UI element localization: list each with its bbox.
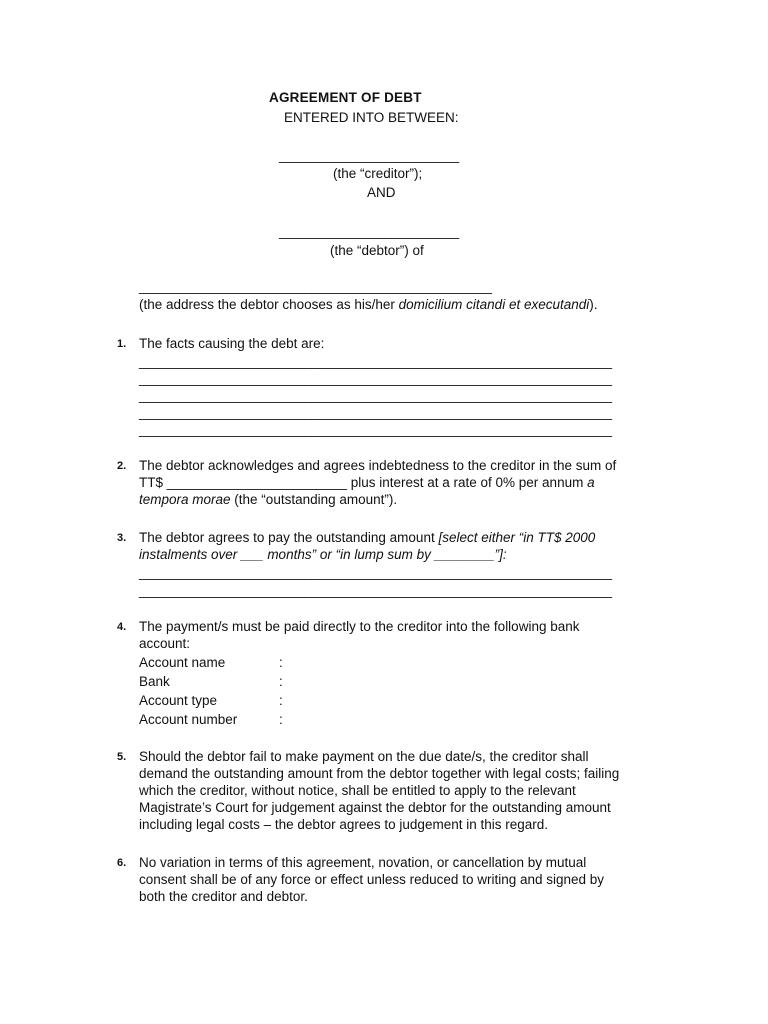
clause-number: 4. (117, 621, 127, 633)
creditor-label: (the “creditor”); (333, 166, 423, 181)
clause-1-blank-line: _______________________________________________________________ (139, 405, 613, 420)
clause-3-blank-line: _______________________________________________________________ (139, 583, 613, 598)
clause-number: 5. (117, 751, 127, 763)
field-separator: : (279, 712, 283, 727)
field-separator: : (279, 674, 283, 689)
clause-4-line: The payment/s must be paid directly to the creditor into the following bank (139, 619, 580, 634)
clause-6-line: both the creditor and debtor. (139, 889, 308, 904)
clause-1-text: The facts causing the debt are: (139, 336, 325, 351)
clause-5-line: including legal costs – the debtor agrees to judgement in this regard. (139, 817, 549, 832)
clause-5-line: Should the debtor fail to make payment on the due date/s, the creditor shall (139, 749, 589, 764)
address-note: (the address the debtor chooses as his/her domicilium citandi et executandi). (139, 297, 598, 312)
account-name-label: Account name (139, 655, 226, 670)
document-subtitle: ENTERED INTO BETWEEN: (284, 110, 459, 125)
clause-5-line: which the creditor, without notice, shall be entitled to apply to the relevant (139, 783, 576, 798)
address-blank: _______________________________________________ (139, 279, 492, 294)
clause-2-line: The debtor acknowledges and agrees indebtedness to the creditor in the sum of (139, 458, 617, 473)
clause-1-blank-line: _______________________________________________________________ (139, 422, 613, 437)
debtor-name-blank: ________________________ (279, 224, 460, 239)
clause-1-blank-line: _______________________________________________________________ (139, 388, 613, 403)
clause-3-blank-line: _______________________________________________________________ (139, 565, 613, 580)
field-separator: : (279, 655, 283, 670)
clause-2-line: tempora morae (the “outstanding amount”). (139, 492, 398, 507)
clause-6-line: consent shall be of any force or effect unless reduced to writing and signed by (139, 872, 605, 887)
and-separator: AND (367, 185, 396, 200)
clause-3-line: The debtor agrees to pay the outstanding amount [select either “in TT$ 2000 (139, 530, 596, 545)
clause-number: 6. (117, 857, 127, 869)
debtor-label: (the “debtor”) of (330, 243, 424, 258)
clause-6-line: No variation in terms of this agreement, novation, or cancellation by mutual (139, 855, 587, 870)
clause-3-line: instalments over ___ months” or “in lump sum by ________”]: (139, 547, 507, 562)
clause-2-line: TT$ ________________________ plus interest at a rate of 0% per annum a (139, 475, 595, 490)
clause-1-blank-line: _______________________________________________________________ (139, 354, 613, 369)
bank-label: Bank (139, 674, 170, 689)
clause-number: 1. (117, 338, 127, 350)
field-separator: : (279, 693, 283, 708)
document-title: AGREEMENT OF DEBT (269, 90, 422, 105)
clause-5-line: demand the outstanding amount from the debtor together with legal costs; failing (139, 766, 620, 781)
clause-number: 3. (117, 532, 127, 544)
account-type-label: Account type (139, 693, 218, 708)
clause-4-line: account: (139, 636, 191, 651)
account-number-label: Account number (139, 712, 238, 727)
clause-1-blank-line: _______________________________________________________________ (139, 371, 613, 386)
clause-5-line: Magistrate’s Court for judgement against the debtor for the outstanding amount (139, 800, 611, 815)
clause-number: 2. (117, 460, 127, 472)
creditor-name-blank: ________________________ (279, 148, 460, 163)
